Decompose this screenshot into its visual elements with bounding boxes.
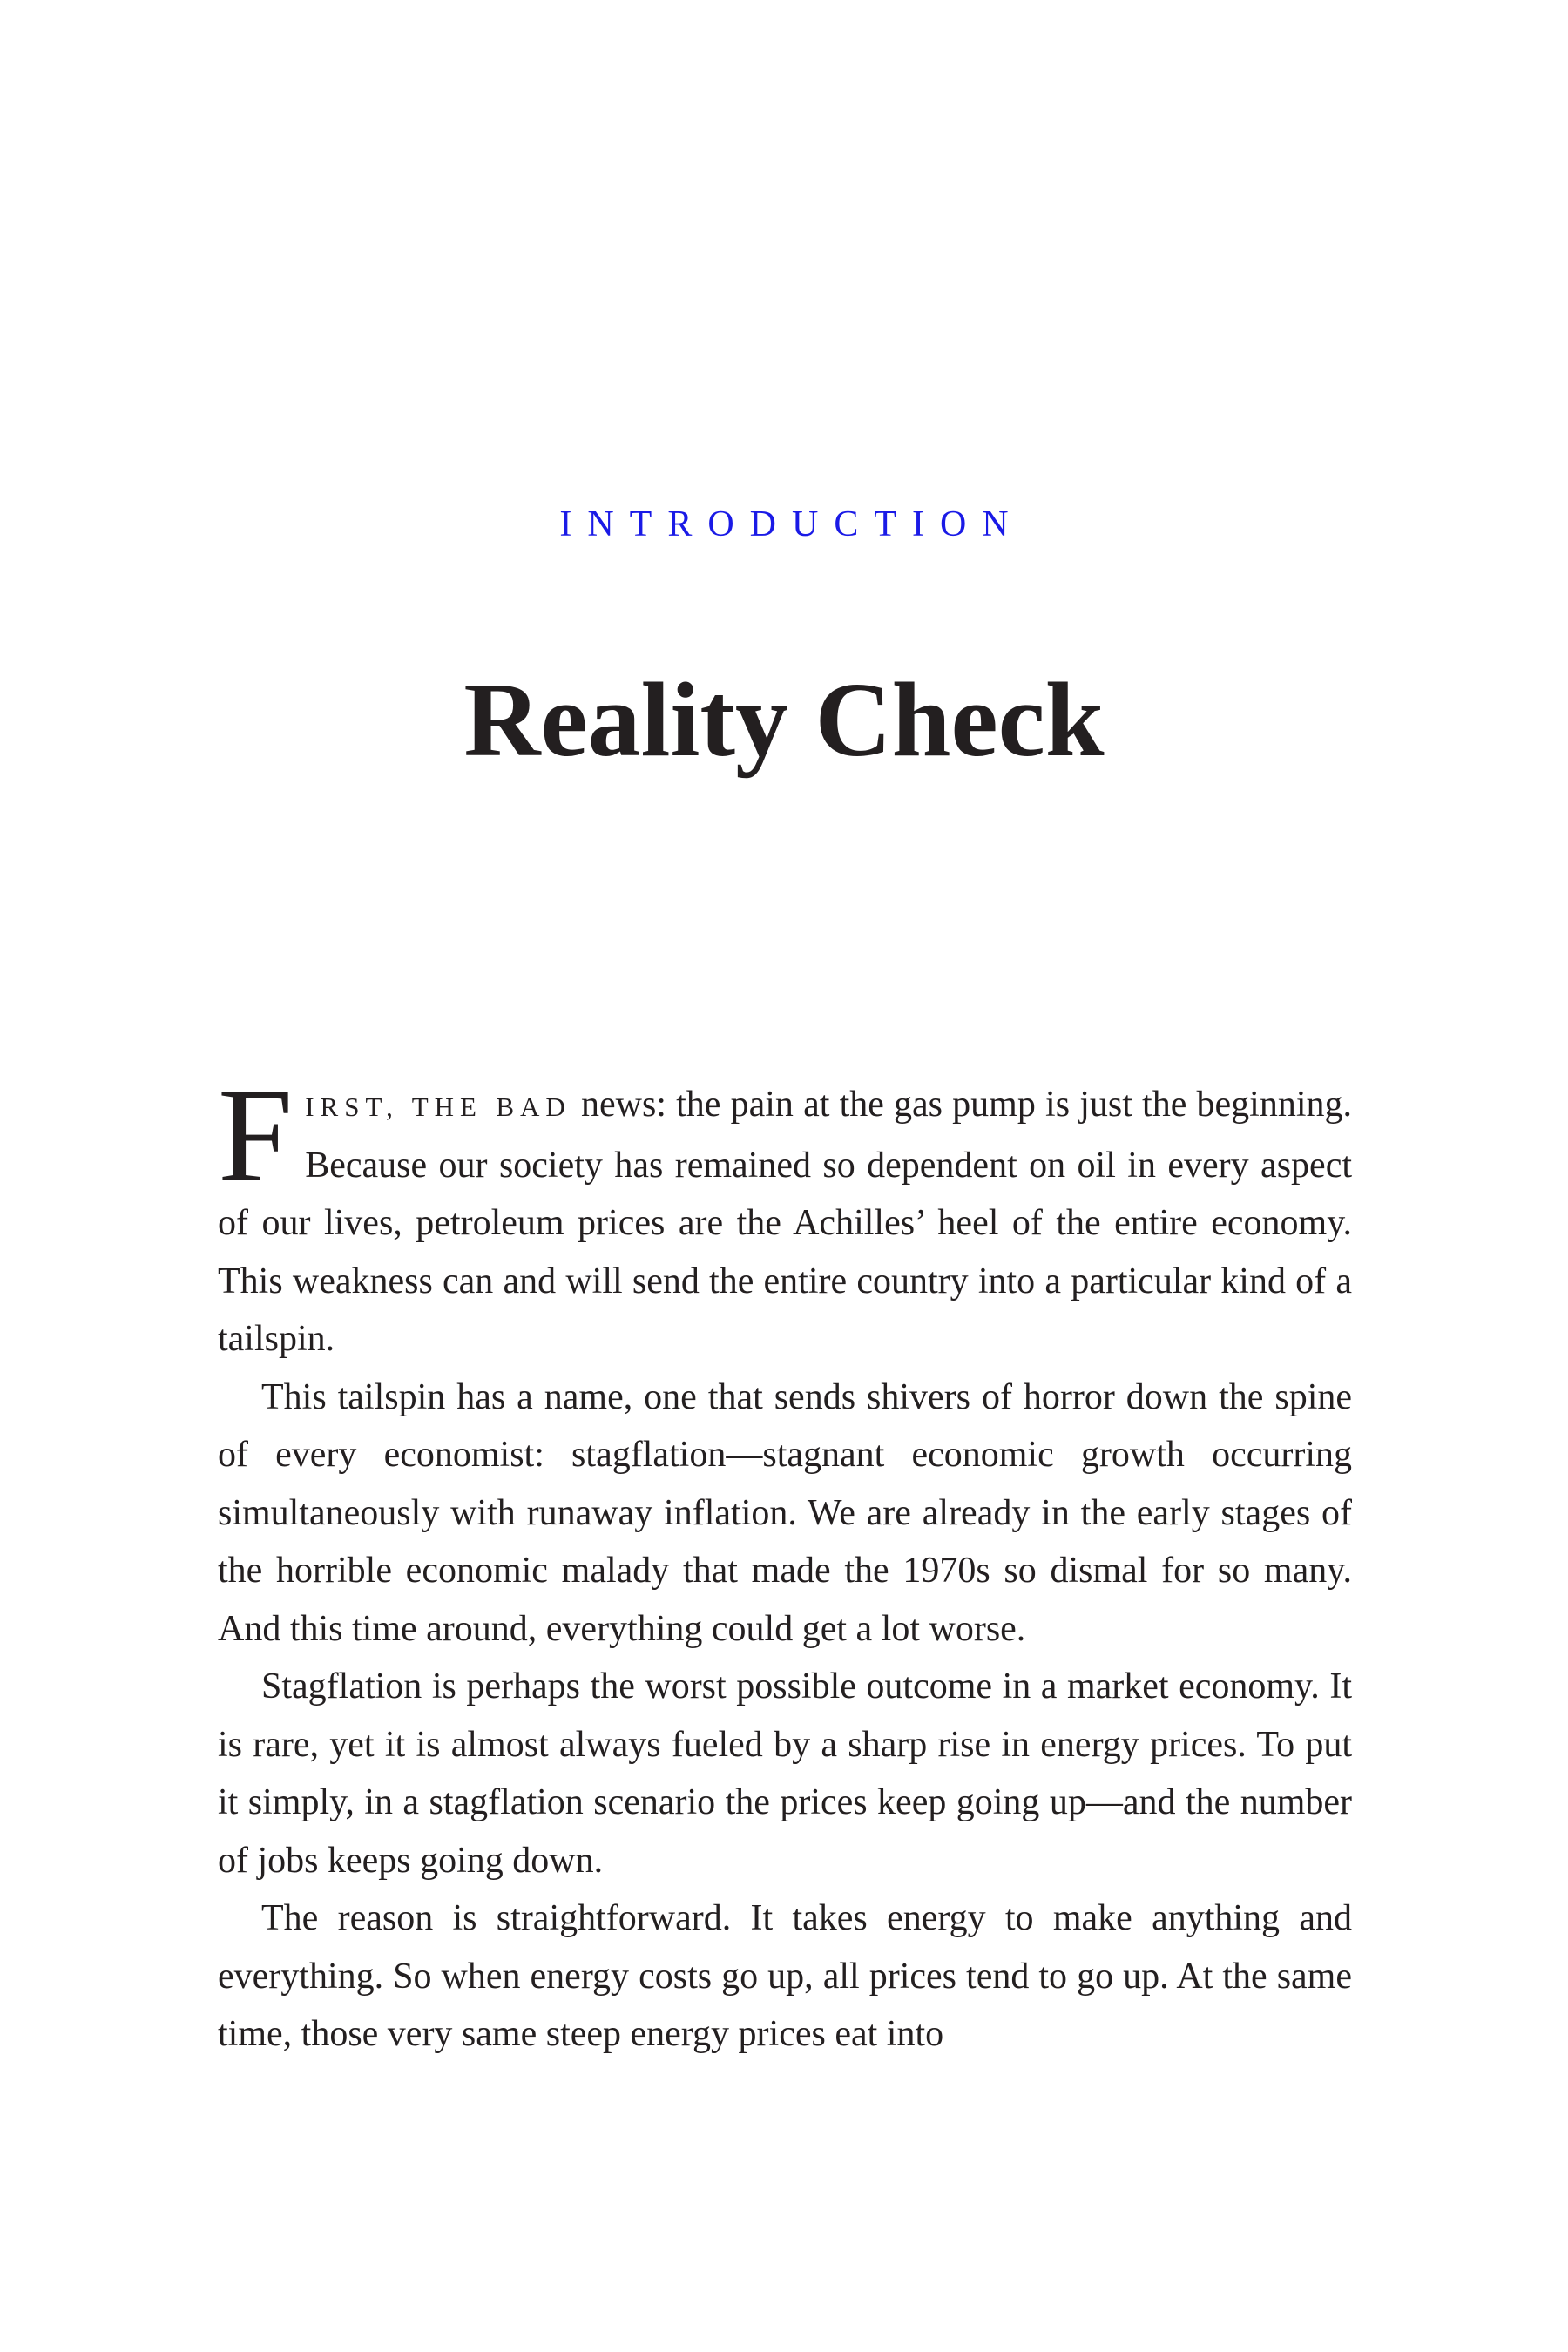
first-paragraph-text: news: the pain at the gas pump is just the beginning. Because our society has remained so dependent on oil in every aspect of our lives, petroleum prices are the Achilles’ heel of the entire economy. This weakness can and will send the entire country into a particular kind of a tailspin. [218, 1085, 1352, 1359]
small-caps-lead: IRST, THE BAD [305, 1092, 571, 1122]
paragraph-energy-reason: The reason is straightforward. It takes energy to make anything and everything. So when energy costs go up, all prices tend to go up. At the same time, those very same steep energy prices eat into [218, 1898, 1352, 2054]
drop-cap: F [218, 1060, 294, 1210]
chapter-body [218, 1060, 1352, 2064]
chapter-label: INTRODUCTION [559, 504, 1024, 544]
paragraph-stagflation-definition: Stagflation is perhaps the worst possible outcome in a market economy. It is rare, yet it is almost always fueled by a sharp rise in energy prices. To put it simply, in a stagflation scenario the prices keep going up—and the number of jobs keeps going down. [218, 1666, 1352, 1881]
chapter-title: Reality Check [463, 661, 1105, 779]
paragraph-stagflation-name: This tailspin has a name, one that sends shivers of horror down the spine of every economist: stagflation—stagnant economic growth occurring simultaneously with runaway inflation. We are already in the early stages of the horrible economic malady that made the 1970s so dismal for so many. And this time around, everything could get a lot worse. [218, 1376, 1352, 1649]
first-paragraph [218, 1060, 1352, 1369]
